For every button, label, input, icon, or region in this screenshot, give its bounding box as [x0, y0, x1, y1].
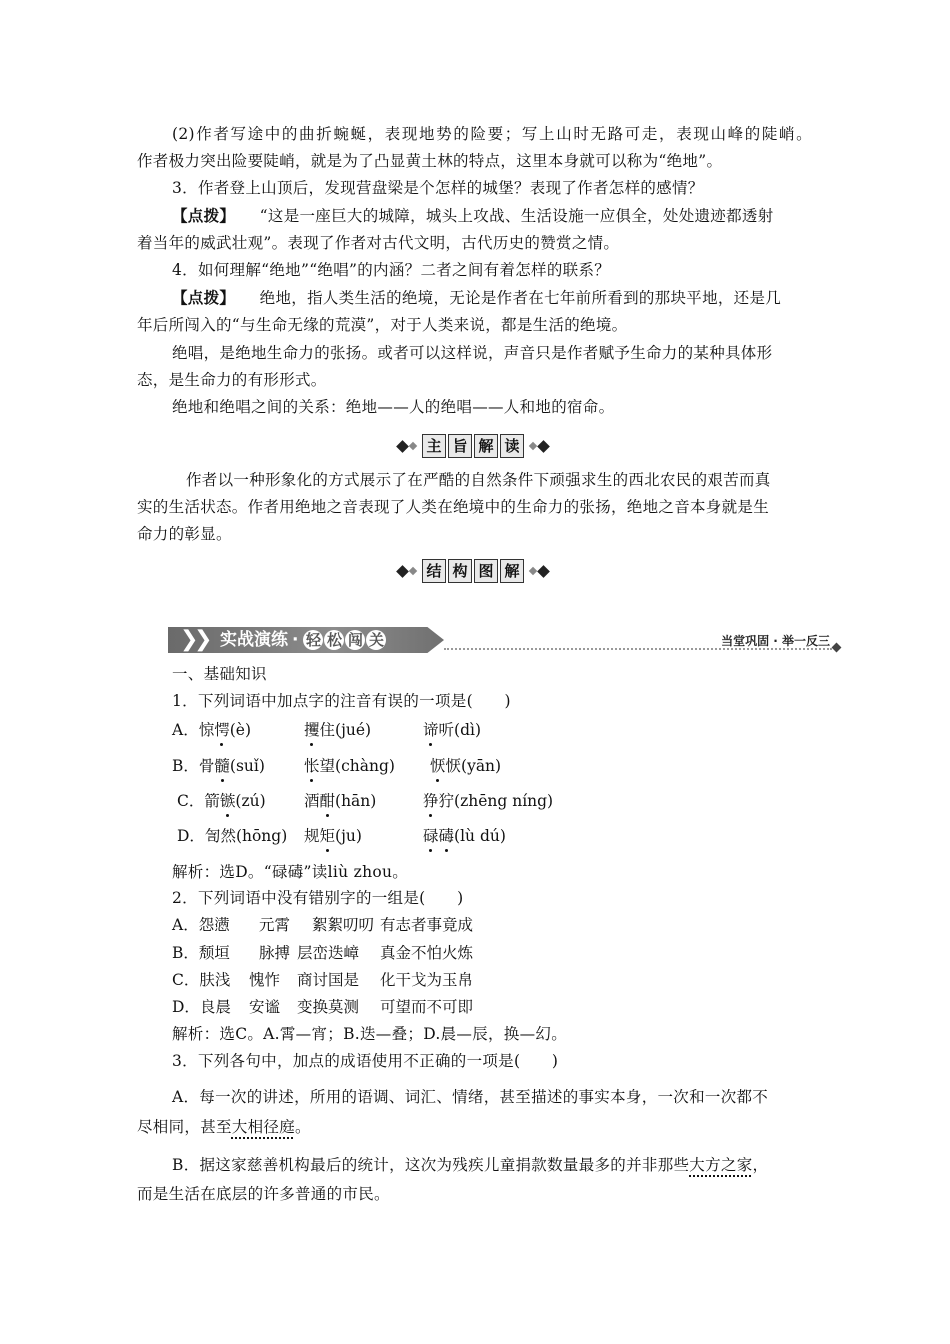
option-a-word-2: 攫住(jué)	[304, 721, 372, 739]
theme-line: 实的生活状态。作者用绝地之音表现了人类在绝境中的生命力的张扬，绝地之音本身就是生	[137, 498, 770, 516]
option-a-word-1: A．惊愕(è)	[172, 721, 251, 739]
answer-1: 解析：选D。“碌碡”读liù zhou。	[172, 863, 409, 881]
option-c-word-3: 狰狞(zhēng níng)	[423, 792, 554, 810]
diamond-ornament-icon	[530, 567, 548, 576]
question-3-exercise: 3．下列各句中，加点的成语使用不正确的一项是( )	[172, 1052, 559, 1070]
q2-option-a: 有志者事竟成	[380, 916, 474, 934]
question-1: 1．下列词语中加点字的注音有误的一项是( )	[172, 692, 511, 710]
q2-option-c: 愧怍	[249, 971, 281, 989]
section-header-theme	[398, 434, 548, 458]
banner-subtitle: 当堂巩固 · 举一反三	[721, 634, 830, 648]
paragraph-line: 绝唱，是绝地生命力的张扬。或者可以这样说，声音只是作者赋予生命力的某种具体形	[172, 344, 773, 362]
option-c-word-2: 酒酣(hān)	[304, 792, 377, 810]
section-title: 主 旨 解 读	[422, 434, 524, 458]
dotted-idiom: 大方之家	[689, 1156, 753, 1174]
q2-option-a: 絮絮叨叨	[312, 916, 375, 934]
paragraph-line: 绝地和绝唱之间的关系：绝地——人的绝唱——人和地的宿命。	[172, 398, 615, 416]
diamond-end-icon	[832, 643, 842, 653]
q2-option-c: C．肤浅	[172, 971, 231, 989]
q2-option-b: B．颓垣	[172, 944, 230, 962]
option-d-word-2: 规矩(ju)	[304, 827, 362, 845]
question-2: 2．下列词语中没有错别字的一组是( )	[172, 889, 464, 907]
diamond-ornament-icon	[530, 442, 548, 451]
option-b-word-3: 恹恹(yān)	[430, 757, 502, 775]
section-header-structure	[398, 559, 548, 583]
q2-option-c: 商讨国是	[297, 971, 360, 989]
dotted-idiom: 大相径庭	[231, 1118, 296, 1136]
chevron-right-icon: ❯	[194, 627, 213, 652]
hint-label: 【点拨】	[172, 206, 236, 225]
q2-option-d: 安谧	[249, 998, 281, 1016]
q2-option-d: 可望而不可即	[380, 998, 474, 1016]
q2-option-a: 元霄	[259, 916, 291, 934]
q2-option-a: A．怨懑	[172, 916, 230, 934]
q3-option-a-line: 尽相同，甚至大相径庭。	[137, 1118, 311, 1136]
diamond-ornament-icon	[398, 442, 416, 451]
paragraph-line: (2)作者写途中的曲折蜿蜒，表现地势的险要；写上山时无路可走，表现山峰的陡峭。	[172, 125, 812, 143]
question-4: 4．如何理解“绝地”“绝唱”的内涵？二者之间有着怎样的联系？	[172, 261, 611, 279]
practice-banner	[168, 626, 840, 654]
q2-option-b: 脉搏	[259, 944, 291, 962]
hint-line	[172, 206, 774, 226]
section-title: 结 构 图 解	[422, 559, 524, 583]
hint-line	[172, 288, 781, 308]
q2-option-b: 层峦迭嶂	[297, 944, 360, 962]
answer-2: 解析：选C。A.霄—宵；B.迭—叠；D.晨—辰，换—幻。	[172, 1025, 568, 1043]
option-c-word-1: C．箭镞(zú)	[177, 792, 266, 810]
q3-option-b-line: 而是生活在底层的许多普通的市民。	[137, 1185, 390, 1203]
chevron-right-icon: ❯	[180, 627, 199, 652]
diamond-ornament-icon	[398, 567, 416, 576]
theme-line: 命力的彰显。	[137, 525, 232, 543]
exercise-section-title: 一、基础知识	[172, 665, 267, 683]
paragraph-line: 着当年的威武壮观”。表现了作者对古代文明，古代历史的赞赏之情。	[137, 234, 620, 252]
option-b-word-2: 怅望(chàng)	[304, 757, 395, 775]
hint-text: “这是一座巨大的城障，城头上攻战、生活设施一应俱全，处处遗迹都透射	[259, 207, 774, 225]
q2-option-d: 变换莫测	[297, 998, 360, 1016]
q2-option-d: D．良晨	[172, 998, 231, 1016]
option-a-word-3: 谛听(dì)	[423, 721, 481, 739]
q2-option-b: 真金不怕火炼	[380, 944, 474, 962]
paragraph-line: 年后所闯入的“与生命无缘的荒漠”，对于人类来说，都是生活的绝境。	[137, 316, 628, 334]
hint-text: 绝地，指人类生活的绝境，无论是作者在七年前所看到的那块平地，还是几	[259, 289, 782, 307]
question-3: 3．作者登上山顶后，发现营盘梁是个怎样的城堡？表现了作者怎样的感情？	[172, 179, 704, 197]
hint-label: 【点拨】	[172, 288, 236, 307]
q3-option-a-line: A．每一次的讲述，所用的语调、词汇、情绪，甚至描述的事实本身，一次和一次都不	[172, 1088, 769, 1106]
option-b-word-1: B．骨髓(suǐ)	[172, 757, 265, 775]
paragraph-line: 态，是生命力的有形形式。	[137, 371, 327, 389]
option-d-word-3: 碌碡(lù dú)	[423, 827, 506, 845]
q2-option-c: 化干戈为玉帛	[380, 971, 474, 989]
theme-line: 作者以一种形象化的方式展示了在严酷的自然条件下顽强求生的西北农民的艰苦而真	[186, 471, 771, 489]
option-d-word-1: D．訇然(hōng)	[177, 827, 288, 845]
paragraph-line: 作者极力突出险要陡峭，就是为了凸显黄土林的特点，这里本身就可以称为“绝地”。	[137, 152, 723, 170]
q3-option-b-line: B．据这家慈善机构最后的统计，这次为残疾儿童捐款数量最多的并非那些大方之家，	[172, 1156, 769, 1174]
banner-title: 实战演练 · 轻 松 闯 关	[220, 629, 386, 651]
